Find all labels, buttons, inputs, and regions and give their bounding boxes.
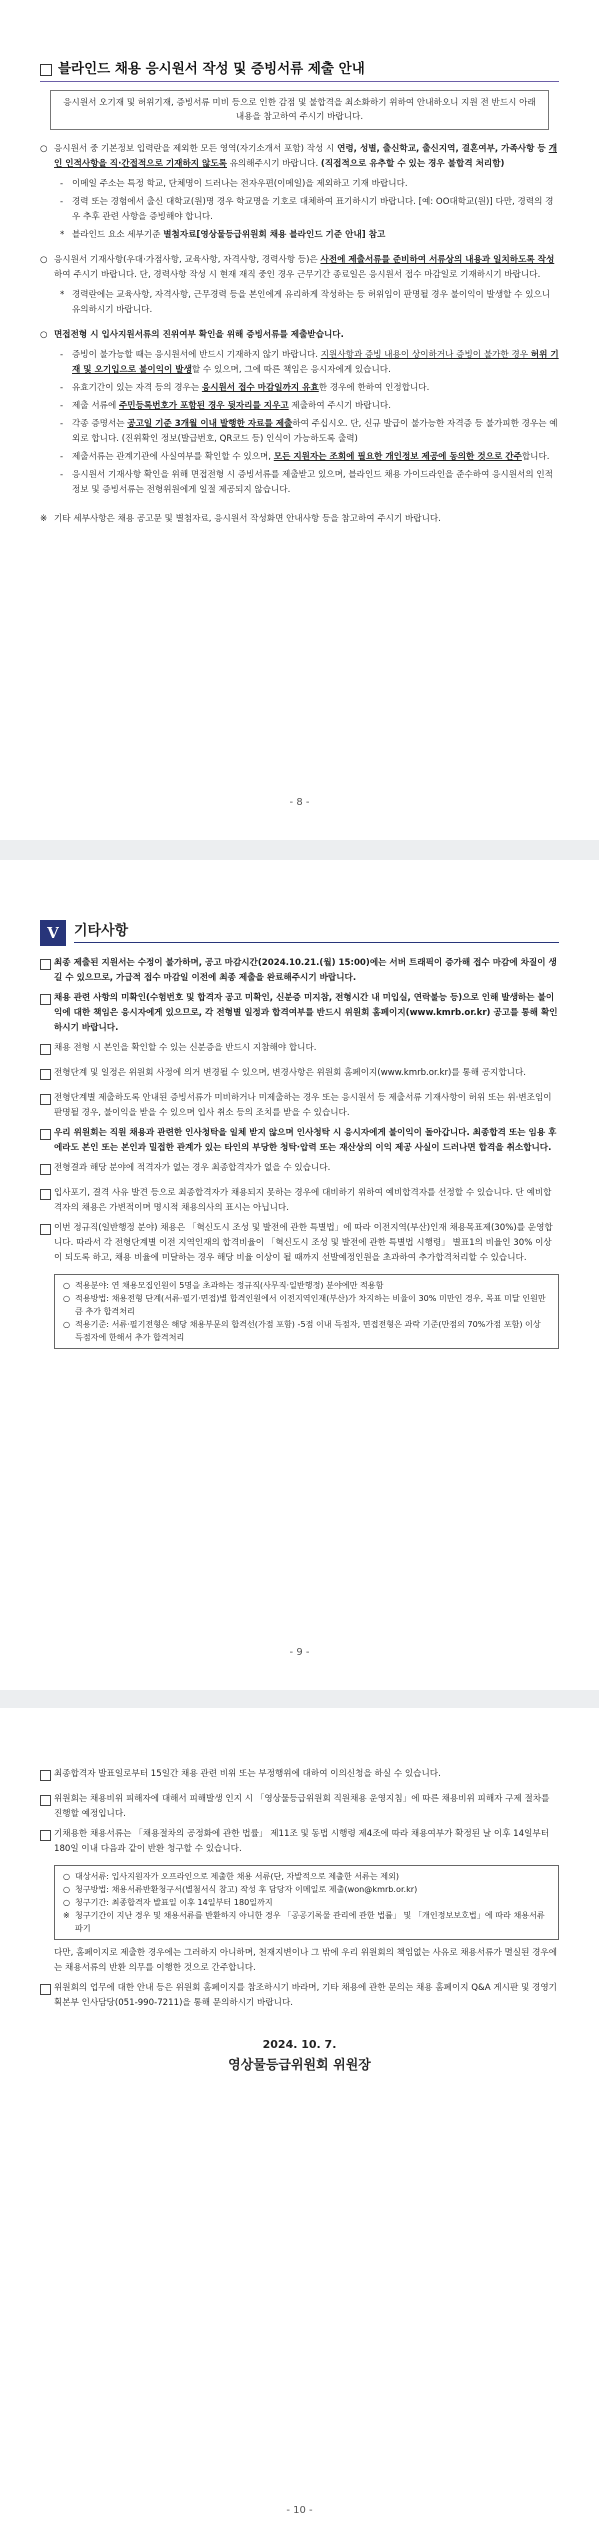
list-item [40,142,559,172]
list-item [40,1221,559,1266]
info-box-row [63,1896,550,1909]
checkbox-square-icon [40,1224,51,1235]
item-text: 응시원서 기재사항(우대·가점사항, 교육사항, 자격사항, 경력사항 등)은 [54,255,321,265]
checkbox-square-icon [40,1830,51,1841]
sub-item-bold-text: 별첨자료[영상물등급위원회 채용 블라인드 기준 안내] 참고 [163,230,386,240]
sub-item: - 유효기간이 있는 자격 등의 경우는 응시원서 접수 마감일까지 유효한 경우에 한하여 인정합니다. [60,383,430,393]
sub-item-text: 증빙이 불가능할 때는 응시원서에 반드시 기재하지 않기 바랍니다. [72,350,321,360]
info-box-text: 청구기간이 지난 경우 및 채용서류를 반환하지 아니한 경우 「공공기록물 관리에 관한 법률」 및 「개인정보보호법」에 따라 채용서류 파기 [75,1910,545,1933]
list-item [40,1091,559,1121]
circle-bullet: ○ [63,1871,71,1881]
circle-bullet: ○ [63,1280,71,1290]
sub-item-text: 경력 또는 경험에서 출신 대학교(원)명 경우 학교명을 기호로 대체하여 표기하시기 바랍니다. [예: OO대학교(원)] 다만, 경력의 경우 추후 관련 사항을 증빙해야 합니다. [72,197,554,222]
sub-item: - 이메일 주소는 특정 학교, 단체명이 드러나는 전자우편(이메일)을 제외하고 기재 바랍니다. [40,177,559,192]
item-text: 응시원서 중 기본정보 입력란을 제외한 모든 영역(자기소개서 포함) 작성 시 [54,144,338,154]
notice-box: 응시원서 오기재 및 허위기재, 증빙서류 미비 등으로 인한 감점 및 불합격을 최소화하기 위하여 안내하오니 지원 전 반드시 아래 내용을 참고하여 주시기 바랍니다. [50,90,549,130]
document-page-9 [0,860,599,1690]
info-box-row [63,1292,550,1318]
sub-item-text: 각종 증명서는 [72,419,128,429]
item-bold-text: (직접적으로 유추할 수 있는 경우 불합격 처리함) [320,159,505,169]
list-item [40,1792,559,1822]
info-box-text: 적용기준: 서류·필기전형은 해당 채용부문의 합격선(가점 포함) -5점 이내 득점자, 면접전형은 과락 기준(만점의 70%가점 포함) 이상 득점자에 한해서 추가 합격처리 [75,1319,541,1342]
sub-item-bold-underline-text: 모든 지원자는 조회에 필요한 개인정보 제공에 동의한 것으로 간주 [273,452,522,462]
info-box-row [63,1909,550,1935]
info-box [54,1865,559,1940]
circle-bullet: ○ [40,144,48,154]
list-item [40,1161,559,1181]
item-text: 채용 관련 사항의 미확인(수험번호 및 합격자 공고 미확인, 신분증 미지참, 전형시간 내 미입실, 연락불능 등)으로 인해 발생하는 불이익에 대한 책임은 응시자에게 있으므로, 각 전형별 일정과 합격여부를 반드시 위원회 홈페이지(www.kmrb.or.kr) 공고를 통해 확인하시기 바랍니다. [54,993,558,1033]
document-date: 2024. 10. 7. [262,2038,337,2051]
sub-item-text: 한 경우에 한하여 인정합니다. [318,383,430,393]
checkbox-square-icon [40,1069,51,1080]
sub-item-text: 제출 서류에 [72,401,119,411]
item-text: 채용 전형 시 본인을 확인할 수 있는 신분증을 반드시 지참해야 합니다. [54,1043,317,1053]
sub-item-text: 합니다. [521,452,550,462]
circle-bullet: ○ [40,255,48,265]
sub-item-text: 응시원서 기재사항 확인을 위해 면접전형 시 증빙서류를 제출받고 있으며, 블라인드 채용 가이드라인을 준수하여 응시원서의 인적정보 및 증빙서류는 전형위원에게 일절 제공되지 않습니다. [72,470,553,495]
info-box-row [63,1870,550,1883]
checkbox-square-icon [40,1770,51,1781]
info-box [54,1274,559,1349]
item-bold-text: 면접전형 시 입사지원서류의 진위여부 확인을 위해 증빙서류를 제출받습니다. [54,330,344,340]
list-item [40,1981,559,2011]
sub-item-text: 유효기간이 있는 자격 등의 경우는 [72,383,202,393]
info-box-row [63,1279,550,1292]
item-text: 전형단계별 제출하도록 안내된 증빙서류가 미비하거나 미제출하는 경우 또는 응시원서 등 제출서류 기재사항이 허위 또는 위·변조임이 판명될 경우, 불이익을 받을 수 있으며 입사 취소 등의 조치를 받을 수 있습니다. [54,1093,552,1118]
list-item [40,253,559,283]
item-text: 우리 위원회는 직원 채용과 관련한 인사청탁을 일체 받지 않으며 인사청탁 시 응시자에게 불이익이 돌아갑니다. 최종합격 또는 임용 후에라도 본인 또는 본인과 밀접한 관계가 있는 타인의 부당한 청탁·압력 또는 재산상의 이익 제공 사실이 드러나면 합격을 취소합니다. [54,1128,557,1153]
sub-item-text: 하여 주십시오. 단, 신규 발급이 불가능한 자격증 등 불가피한 경우는 예외로 합니다. (진위확인 정보(발급번호, QR코드 등) 인식이 가능하도록 출력) [72,419,558,444]
checkbox-square-icon [40,1189,51,1200]
section-header [40,920,559,946]
sub-item-text: 제출하여 주시기 바랍니다. [288,401,391,411]
section-header [40,60,559,82]
item-text: 최종 제출된 지원서는 수정이 불가하며, 공고 마감시간(2024.10.21.(월) 15:00)에는 서버 트래픽이 증가해 접수 마감에 차질이 생길 수 있으므로, 가급적 접수 마감일 이전에 최종 제출을 완료해주시기 바랍니다. [54,958,557,983]
sub-item-bold-underline-text: 허위 기재 및 오기입으로 불이익이 발생 [72,350,559,375]
checkbox-square-icon [40,1129,51,1140]
list-item [40,1186,559,1216]
checkbox-square-icon [40,1984,51,1995]
section-title: 기타사항 [74,924,559,943]
checkbox-square-icon [40,64,52,76]
page-number: - 10 - [286,2505,313,2516]
info-box-text: 적용분야: 연 채용모집인원이 5명을 초과하는 정규직(사무직·일반행정) 분야에만 적용함 [75,1280,384,1290]
item-text: 위원회는 채용비위 피해자에 대해서 피해발생 인지 시 「영상물등급위원회 직원채용 운영지침」에 따른 채용비위 피해자 구제 절차를 진행할 예정입니다. [54,1794,550,1819]
footnote-text: 기타 세부사항은 채용 공고문 및 별첨자료, 응시원서 작성화면 안내사항 등을 참고하여 주시기 바랍니다. [54,514,441,524]
sub-item: * 블라인드 요소 세부기준 별첨자료[영상물등급위원회 채용 블라인드 기준 안내] 참고 [60,230,386,240]
item-text: 위원회의 업무에 대한 안내 등은 위원회 홈페이지를 참조하시기 바라며, 기타 채용에 관한 문의는 채용 홈페이지 Q&A 게시판 및 경영기획본부 인사담당(051-990-7211)을 통해 문의하시기 바랍니다. [54,1983,557,2008]
sub-item-text: 경력란에는 교육사항, 자격사항, 근무경력 등을 본인에게 유리하게 작성하는 등 허위임이 판명될 경우 불이익이 발생할 수 있으니 유의하시기 바랍니다. [72,290,551,315]
circle-bullet: ○ [63,1293,71,1303]
sub-item: - 증빙이 불가능할 때는 응시원서에 반드시 기재하지 않기 바랍니다. 지원사항과 증빙 내용이 상이하거나 증빙이 불가한 경우 허위 기재 및 오기입으로 불이익이 발생할 수 있으며, 그에 따른 책임은 응시자에게 있습니다. [60,350,559,375]
item-text: 전형결과 해당 분야에 적격자가 없는 경우 최종합격자가 없을 수 있습니다. [54,1163,331,1173]
document-signer: 영상물등급위원회 위원장 [228,2058,371,2073]
checkbox-square-icon [40,1094,51,1105]
list-item [40,1066,559,1086]
document-page-8 [0,0,599,840]
sub-item-text: 블라인드 요소 세부기준 [72,230,164,240]
sub-item: - 제출서류는 관계기관에 사실여부를 확인할 수 있으며, 모든 지원자는 조회에 필요한 개인정보 제공에 동의한 것으로 간주합니다. [60,452,550,462]
checkbox-square-icon [40,1795,51,1806]
sub-item-bold-underline-text: 응시원서 접수 마감일까지 유효 [201,383,319,393]
section-title: 블라인드 채용 응시원서 작성 및 증빙서류 제출 안내 [58,61,365,77]
page-number: - 9 - [289,1647,310,1658]
circle-bullet: ○ [63,1897,71,1907]
reference-mark-icon: ※ [63,1910,70,1920]
info-box-text: 청구방법: 채용서류반환청구서(별첨서식 참고) 작성 후 담당자 이메일로 제출(won@kmrb.or.kr) [75,1884,418,1894]
item-text: 유의해주시기 바랍니다. [226,159,321,169]
list-item [40,1041,559,1061]
sub-item-text: 제출서류는 관계기관에 사실여부를 확인할 수 있으며, [72,452,274,462]
sub-item-bold-underline-text: 공고일 기준 3개월 이내 발행한 자료를 제출 [127,419,293,429]
sub-item-text: 할 수 있으며, 그에 따른 책임은 응시자에게 있습니다. [191,365,391,375]
item-text: 최종합격자 발표일로부터 15일간 채용 관련 비위 또는 부정행위에 대하여 이의신청을 하실 수 있습니다. [54,1769,441,1779]
list-item [40,1126,559,1156]
checkbox-square-icon [40,1044,51,1055]
item-bold-text: 연령, 성별, 출신학교, 출신지역, 결혼여부, 가족사항 등 [337,144,549,154]
document-page-10 [0,1708,599,2546]
checkbox-square-icon [40,959,51,970]
sub-item: - 제출 서류에 주민등록번호가 포함된 경우 뒷자리를 지우고 제출하여 주시기 바랍니다. [60,401,391,411]
item-bold-underline-text: 사전에 제출서류를 준비하여 서류상의 내용과 일치하도록 작성 [320,255,555,265]
list-item [40,328,559,343]
sub-item: - 경력 또는 경험에서 출신 대학교(원)명 경우 학교명을 기호로 대체하여 표기하시기 바랍니다. [예: OO대학교(원)] 다만, 경력의 경우 추후 관련 사항을 증빙해야 합니다. [40,195,559,225]
paragraph: 다만, 홈페이지로 제출한 경우에는 그러하지 아니하며, 천재지변이나 그 밖에 우리 위원회의 책임없는 사유로 채용서류가 멸실된 경우에는 채용서류의 반환 의무를 이행한 것으로 간주합니다. [54,1948,558,1973]
sub-item: - 응시원서 기재사항 확인을 위해 면접전형 시 증빙서류를 제출받고 있으며, 블라인드 채용 가이드라인을 준수하여 응시원서의 인적정보 및 증빙서류는 전형위원에게 일절 제공되지 않습니다. [40,468,559,498]
circle-bullet: ○ [40,330,48,340]
sub-item-bold-underline-text: 주민등록번호가 포함된 경우 뒷자리를 지우고 [118,401,289,411]
checkbox-square-icon [40,994,51,1005]
info-box-text: 대상서류: 입사지원자가 오프라인으로 제출한 채용 서류(단, 자발적으로 제출한 서류는 제외) [75,1871,400,1881]
footnote [40,512,559,527]
list-item [40,956,559,986]
info-box-row [63,1883,550,1896]
sub-item: - 각종 증명서는 공고일 기준 3개월 이내 발행한 자료를 제출하여 주십시오. 단, 신규 발급이 불가능한 자격증 등 불가피한 경우는 예외로 합니다. (진위확인 정보(발급번호, QR코드 등) 인식이 가능하도록 출력) [60,419,558,444]
circle-bullet: ○ [63,1319,71,1329]
item-text: 기채용한 채용서류는 「채용절차의 공정화에 관한 법률」 제11조 및 동법 시행령 제4조에 따라 채용여부가 확정된 날 이후 14일부터 180일 이내 다음과 같이 반환 청구할 수 있습니다. [54,1829,550,1854]
sub-item: * 경력란에는 교육사항, 자격사항, 근무경력 등을 본인에게 유리하게 작성하는 등 허위임이 판명될 경우 불이익이 발생할 수 있으니 유의하시기 바랍니다. [40,288,559,318]
item-text: 전형단계 및 일정은 위원회 사정에 의거 변경될 수 있으며, 변경사항은 위원회 홈페이지(www.kmrb.or.kr)를 통해 공지합니다. [54,1068,526,1078]
page-number: - 8 - [289,797,310,808]
info-box-text: 적용방법: 채용전형 단계(서류·필기·면접)별 합격인원에서 이전지역인재(부산)가 차지하는 비율이 30% 미만인 경우, 목표 미달 인원만큼 추가 합격처리 [75,1293,546,1316]
list-item [40,1827,559,1857]
sub-item-underline-text: 지원사항과 증빙 내용이 상이하거나 증빙이 불가한 경우 [320,350,531,360]
reference-mark-icon: ※ [40,514,48,524]
list-item [40,1767,559,1787]
info-box-row [63,1318,550,1344]
sub-item-text: 이메일 주소는 특정 학교, 단체명이 드러나는 전자우편(이메일)을 제외하고 기재 바랍니다. [72,179,408,189]
item-text: 이번 정규직(일반행정 분야) 채용은 「혁신도시 조성 및 발전에 관한 특별법」에 따라 이전지역(부산)인재 채용목표제(30%)를 운영합니다. 따라서 각 전형단계별 이전 지역인재의 합격비율이 「혁신도시 조성 및 발전에 관한 특별법 시행령」 별표1의 비율인 30% 이상이 되도록 하고, 채용 비율에 미달하는 경우 해당 비율 이상이 될 때까지 선발예정인원을 초과하여 추가합격처리할 수 있습니다. [54,1223,553,1263]
section-number-badge: Ⅴ [40,920,66,946]
checkbox-square-icon [40,1164,51,1175]
info-box-text: 청구기간: 최종합격자 발표일 이후 14일부터 180일까지 [75,1897,273,1907]
circle-bullet: ○ [63,1884,71,1894]
item-text: 입사포기, 결격 사유 발견 등으로 최종합격자가 채용되지 못하는 경우에 대비하기 위하여 예비합격자를 선정할 수 있습니다. 단 예비합격자의 채용은 가변적이며 명시적 채용의사의 표시는 아닙니다. [54,1188,552,1213]
list-item [40,991,559,1036]
item-text: 하여 주시기 바랍니다. 단, 경력사항 작성 시 현재 재직 중인 경우 근무기간 종료일은 응시원서 접수 마감일로 기재하시기 바랍니다. [54,270,541,280]
item-bold-underline-text: 개인 인적사항을 직·간접적으로 기재하지 않도록 [54,144,557,169]
